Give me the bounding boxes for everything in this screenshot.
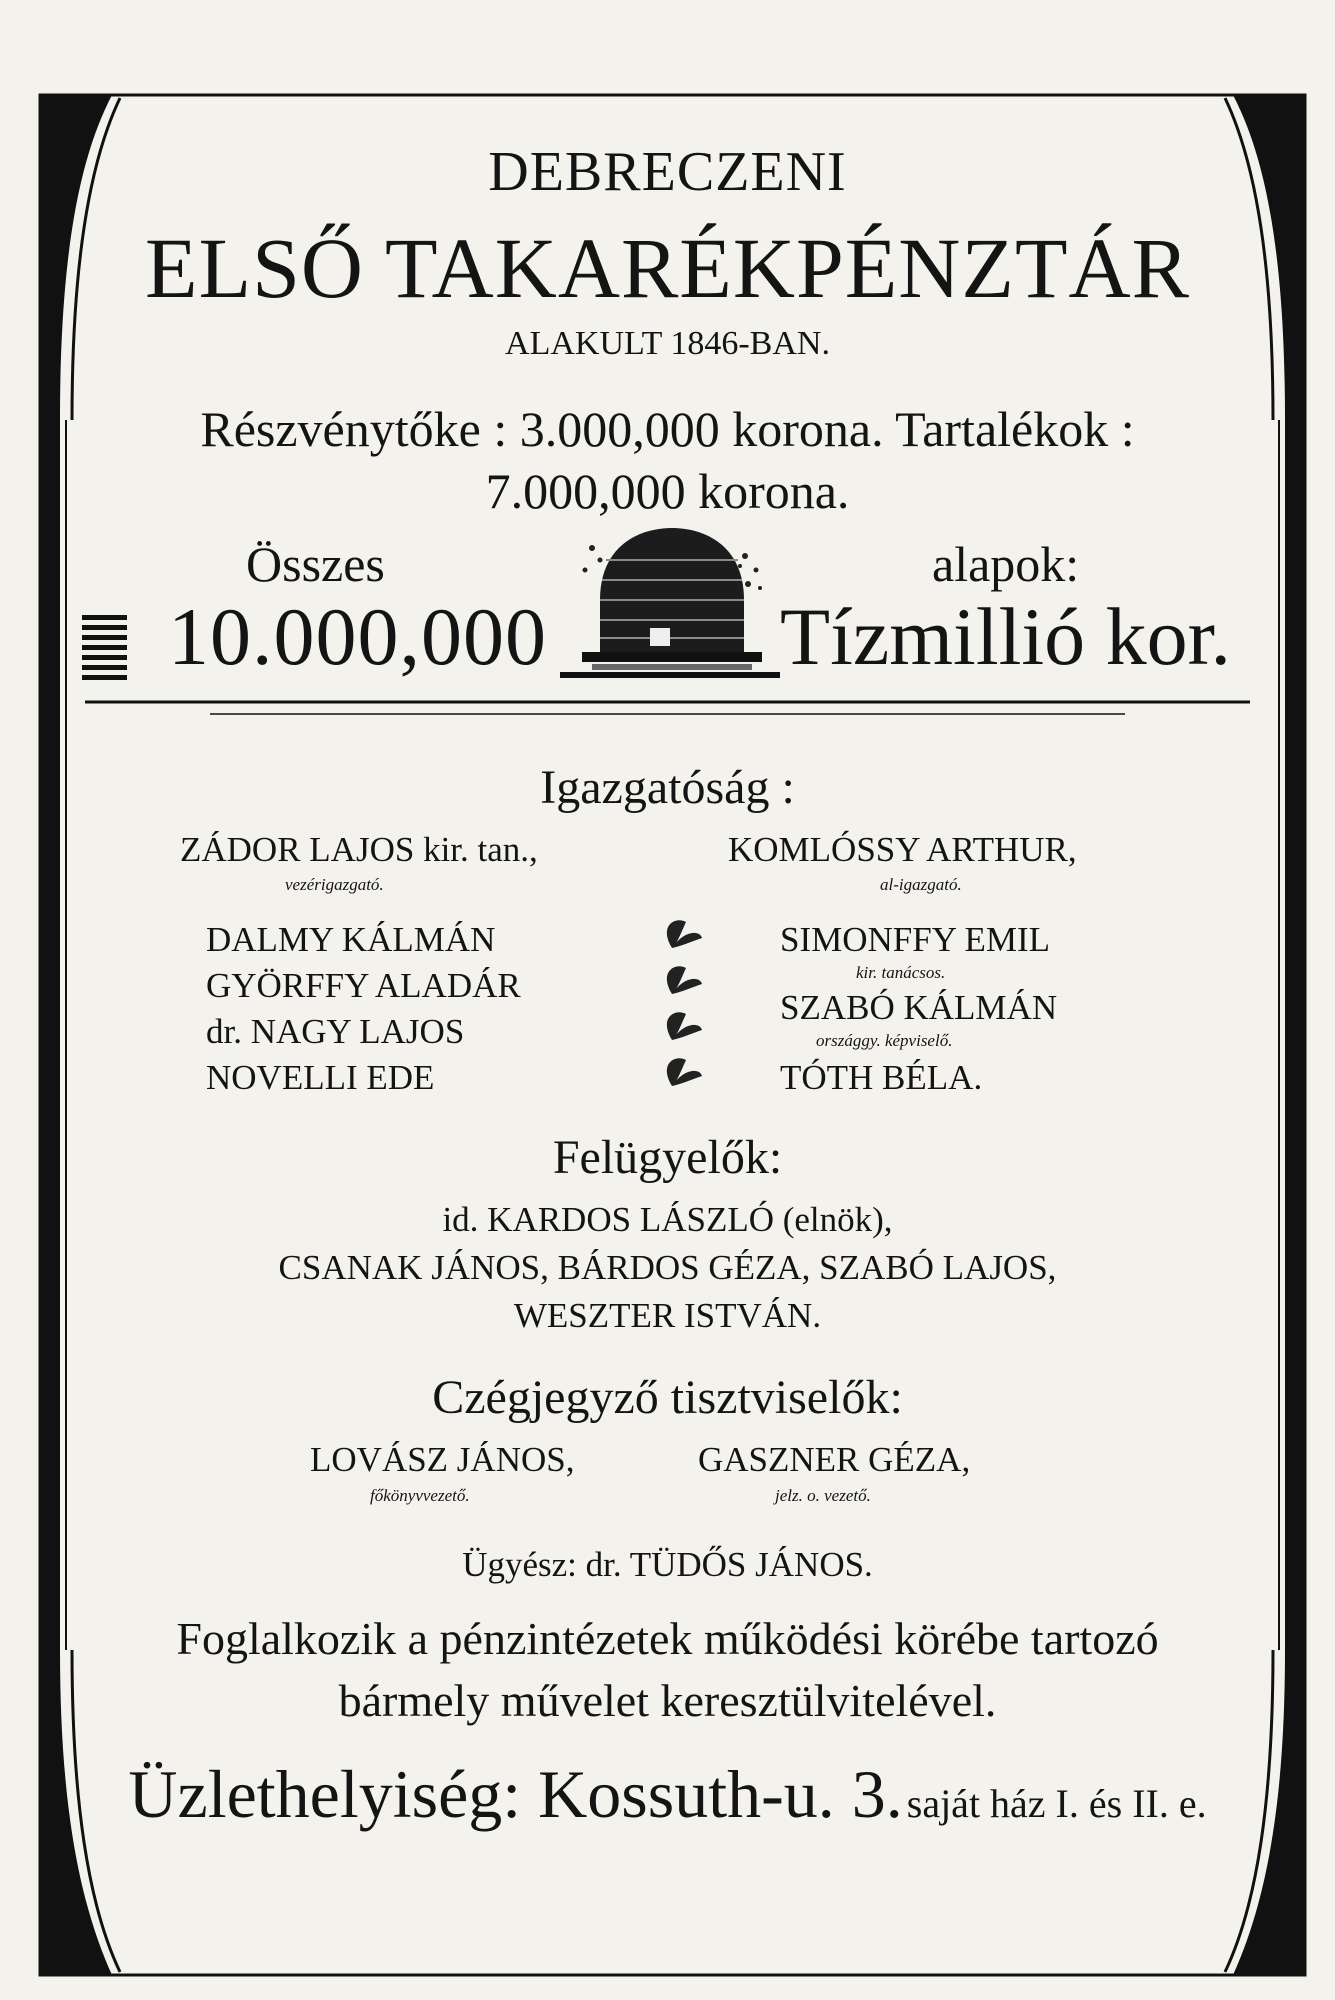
director-lead-left-title: vezérigazgató. <box>285 875 384 894</box>
board-member-right-title: országgy. képviselő. <box>816 1031 953 1050</box>
funds-label: alapok: <box>932 536 1080 592</box>
address-line <box>0 1755 1335 1834</box>
board-member-right: TÓTH BÉLA. <box>780 1058 983 1097</box>
supervisors-line-1: id. KARDOS LÁSZLÓ (elnök), <box>442 1200 893 1239</box>
officer-left: LOVÁSZ JÁNOS, <box>310 1440 575 1479</box>
supervisors-line-3: WESZTER ISTVÁN. <box>513 1296 822 1335</box>
business-line-2: bármely művelet keresztülvitelével. <box>338 1675 997 1726</box>
stripe-ornament-icon <box>82 615 127 680</box>
director-lead-right: KOMLÓSSY ARTHUR, <box>728 830 1077 869</box>
address-note: saját ház I. és II. e. <box>906 1781 1207 1826</box>
business-line-1: Foglalkozik a pénzintézetek működési körébe tartozó <box>176 1613 1159 1664</box>
bank-name: ELSŐ TAKARÉKPÉNZTÁR <box>145 220 1190 316</box>
supervisors-line-2: CSANAK JÁNOS, BÁRDOS GÉZA, SZABÓ LAJOS, <box>278 1248 1057 1287</box>
capital-line-2: 7.000,000 korona. <box>485 463 850 519</box>
bank-city: DEBRECZENI <box>488 141 847 203</box>
beehive-icon <box>560 528 780 678</box>
address-main: Üzlethelyiség: Kossuth-u. 3. <box>128 1756 903 1832</box>
directorate-heading: Igazgatóság : <box>540 761 795 814</box>
officer-right: GASZNER GÉZA, <box>698 1440 971 1479</box>
director-lead-left: ZÁDOR LAJOS kir. tan., <box>180 830 538 869</box>
supervisors-heading: Felügyelők: <box>552 1131 783 1184</box>
attorney-line: Ügyész: dr. TÜDŐS JÁNOS. <box>462 1545 873 1584</box>
board-member-right-title: kir. tanácsos. <box>856 963 946 982</box>
officer-right-title: jelz. o. vezető. <box>775 1486 871 1505</box>
director-lead-right-title: al-igazgató. <box>880 875 962 894</box>
officer-left-title: főkönyvvezető. <box>370 1486 470 1505</box>
total-amount: 10.000,000 <box>168 591 547 682</box>
capital-line-1: Részvénytőke : 3.000,000 korona. Tartalékok : <box>200 401 1135 457</box>
total-label: Összes <box>246 536 385 592</box>
total-words: Tízmillió kor. <box>780 591 1231 682</box>
board-member-left: dr. NAGY LAJOS <box>206 1012 465 1051</box>
board-member-left: GYÖRFFY ALADÁR <box>206 966 521 1005</box>
founded-line: ALAKULT 1846-BAN. <box>505 325 830 362</box>
board-member-right: SZABÓ KÁLMÁN <box>780 988 1058 1027</box>
leaf-ornament-icon <box>662 920 702 1090</box>
board-member-right: SIMONFFY EMIL <box>780 920 1050 959</box>
board-member-left: DALMY KÁLMÁN <box>206 920 496 959</box>
board-member-left: NOVELLI EDE <box>206 1058 435 1097</box>
officers-heading: Czégjegyző tisztviselők: <box>432 1371 903 1424</box>
